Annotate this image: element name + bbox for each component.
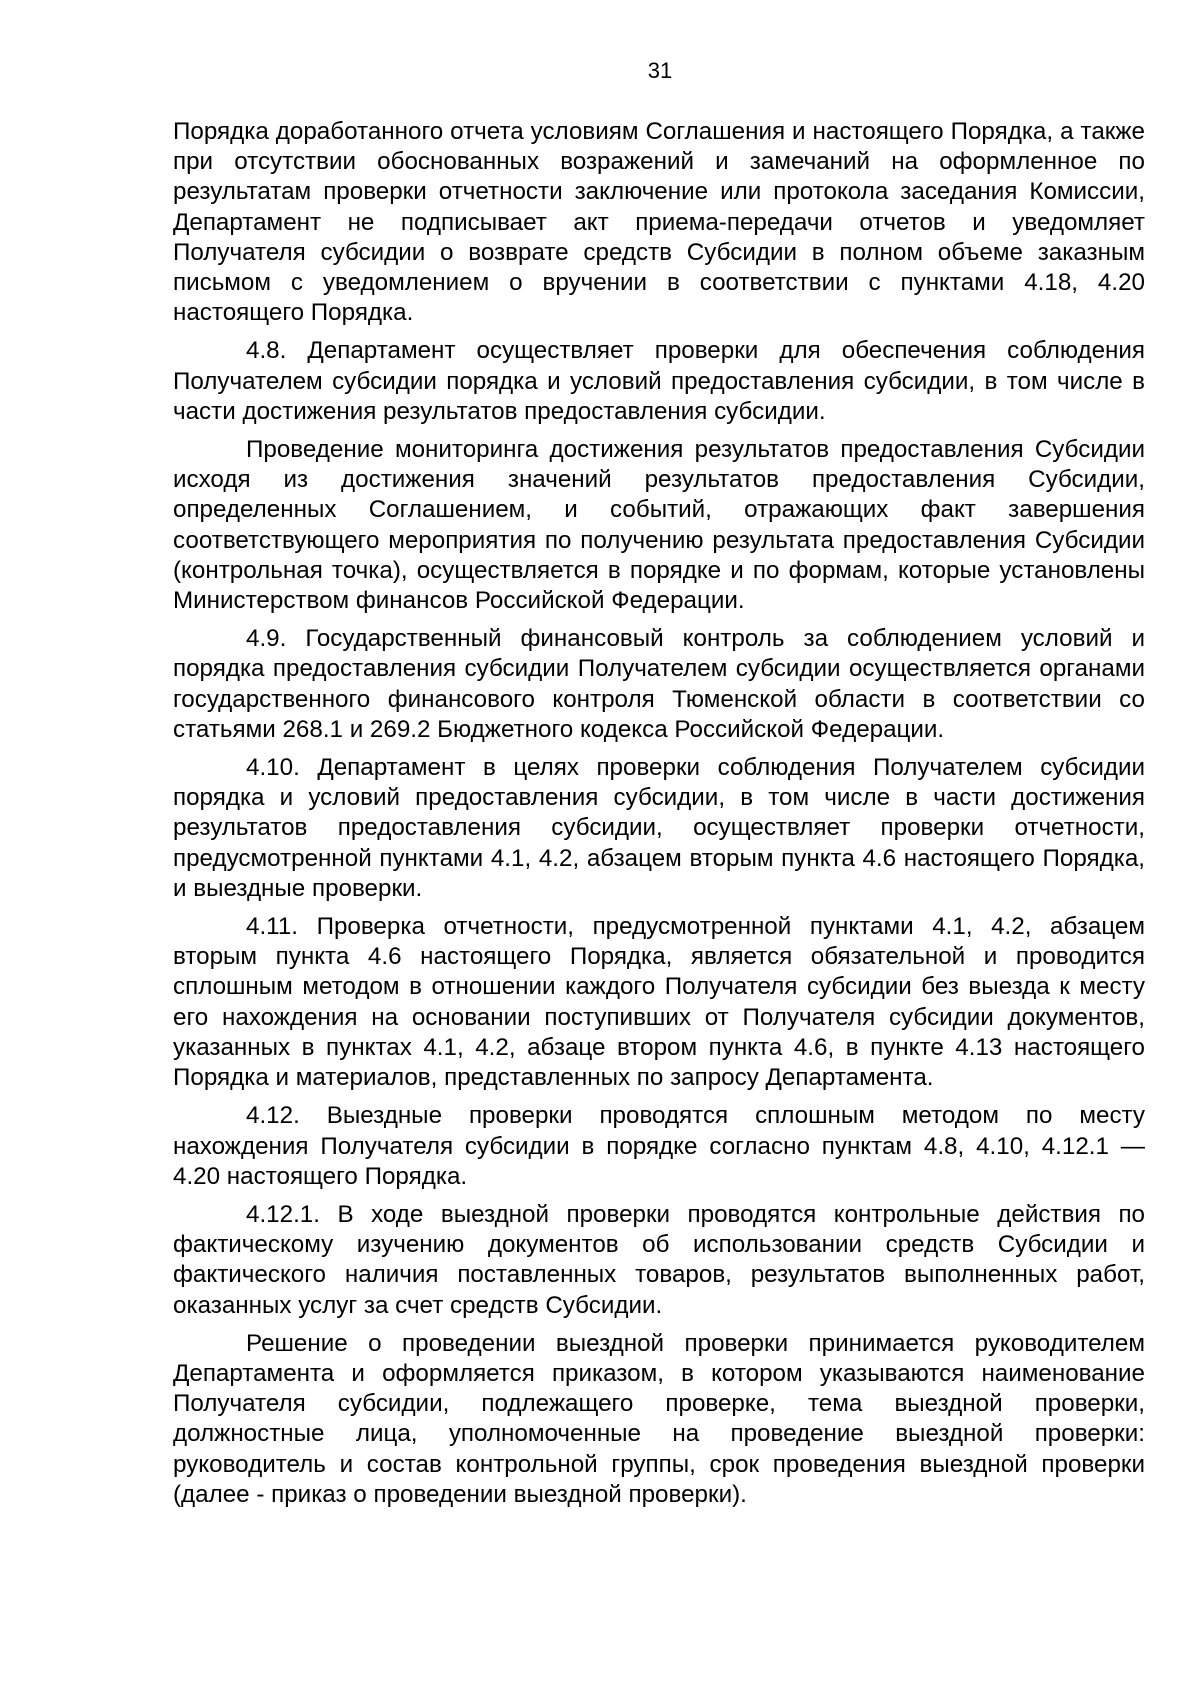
paragraph-4-10: 4.10. Департамент в целях проверки соблюдения Получателем субсидии порядка и условий предоставления субсидии, в том числе в части достижения результатов предоставления субсидии, осуществляет проверки отчетности, предусмотренной пунктами 4.1, 4.2, абзацем вторым пункта 4.6 настоящего Порядка, и выездные проверки. xyxy=(173,754,1145,902)
paragraph-4-12-1: 4.12.1. В ходе выездной проверки проводятся контрольные действия по фактическому изучению документов об использовании средств Субсидии и фактического наличия поставленных товаров, результатов выполненных работ, оказанных услуг за счет средств Субсидии. xyxy=(173,1200,1145,1319)
paragraph-inspection-decision: Решение о проведении выездной проверки принимается руководителем Департамента и оформляется приказом, в котором указываются наименование Получателя субсидии, подлежащего проверке, тема выездной проверки, должностные лица, уполномоченные на проведение выездной проверки: руководитель и состав контрольной группы, срок проведения выездной проверки (далее - приказ о проведении выездной проверки). xyxy=(173,1329,1145,1508)
document-body xyxy=(173,117,1145,1518)
paragraph-monitoring: Проведение мониторинга достижения результатов предоставления Субсидии исходя из достижения значений результатов предоставления Субсидии, определенных Соглашением, и событий, отражающих факт завершения соответствующего мероприятия по получению результата предоставления Субсидии (контрольная точка), осуществляется в порядке и по формам, которые установлены Министерством финансов Российской Федерации. xyxy=(173,436,1145,615)
page-number: 31 xyxy=(647,58,673,83)
paragraph-4-11: 4.11. Проверка отчетности, предусмотренной пунктами 4.1, 4.2, абзацем вторым пункта 4.6 настоящего Порядка, является обязательной и проводится сплошным методом в отношении каждого Получателя субсидии без выезда к месту его нахождения на основании поступивших от Получателя субсидии документов, указанных в пунктах 4.1, 4.2, абзаце втором пункта 4.6, в пункте 4.13 настоящего Порядка и материалов, представленных по запросу Департамента. xyxy=(173,913,1145,1092)
paragraph-4-12: 4.12. Выездные проверки проводятся сплошным методом по месту нахождения Получателя субсидии в порядке согласно пунктам 4.8, 4.10, 4.12.1 — 4.20 настоящего Порядка. xyxy=(173,1102,1145,1190)
paragraph-4-8: 4.8. Департамент осуществляет проверки для обеспечения соблюдения Получателем субсидии порядка и условий предоставления субсидии, в том числе в части достижения результатов предоставления субсидии. xyxy=(173,337,1145,425)
paragraph-4-9: 4.9. Государственный финансовый контроль за соблюдением условий и порядка предоставления субсидии Получателем субсидии осуществляется органами государственного финансового контроля Тюменской области в соответствии со статьями 268.1 и 269.2 Бюджетного кодекса Российской Федерации. xyxy=(173,625,1145,743)
paragraph-continuation: Порядка доработанного отчета условиям Соглашения и настоящего Порядка, а также при отсутствии обоснованных возражений и замечаний на оформленное по результатам проверки отчетности заключение или протокола заседания Комиссии, Департамент не подписывает акт приема-передачи отчетов и уведомляет Получателя субсидии о возврате средств Субсидии в полном объеме заказным письмом с уведомлением о вручении в соответствии с пунктами 4.18, 4.20 настоящего Порядка. xyxy=(173,118,1145,327)
